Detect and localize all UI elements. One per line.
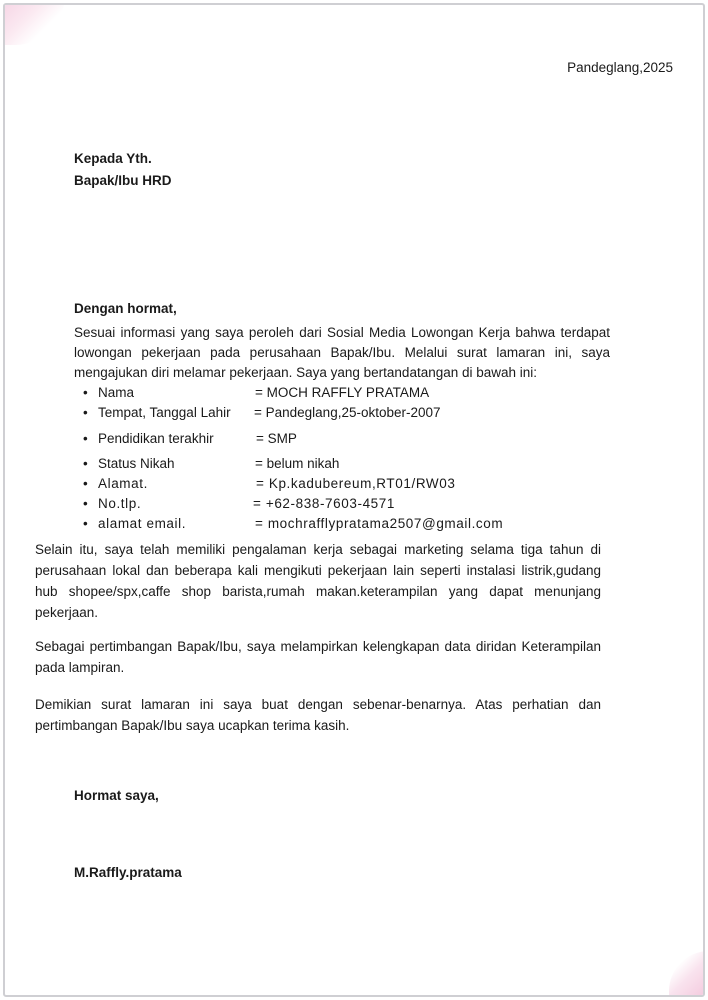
bullet: • <box>83 385 88 400</box>
document-frame <box>3 3 705 997</box>
closing-paragraph: Demikian surat lamaran ini saya buat dengan sebenar-benarnya. Atas perhatian dan pertimbangan Bapak/Ibu saya ucapkan terima kasih. <box>35 697 601 733</box>
detail-row-education <box>83 429 623 449</box>
recipient-line-2: Bapak/Ibu HRD <box>74 173 172 188</box>
signature-name: M.Raffly.pratama <box>74 865 182 880</box>
detail-row-phone <box>83 494 623 514</box>
detail-value: = Pandeglang,25-oktober-2007 <box>254 404 441 420</box>
bullet: • <box>83 476 88 492</box>
detail-label: No.tlp. <box>98 495 142 511</box>
personal-details-list <box>83 383 623 534</box>
bullet: • <box>83 430 88 446</box>
bullet: • <box>83 495 88 511</box>
experience-paragraph: Selain itu, saya telah memiliki pengalaman kerja sebagai marketing selama tiga tahun di perusahaan lokal dan beberapa kali mengikuti pekerjaan lain seperti instalasi listrik,gudang hub shopee/spx,caffe shop barista,rumah makan.keterampilan yang dapat menunjang pekerjaan. <box>35 542 601 620</box>
intro-paragraph: Sesuai informasi yang saya peroleh dari Sosial Media Lowongan Kerja bahwa terdapat lowongan pekerjaan pada perusahaan Bapak/Ibu. Melalui surat lamaran ini, saya mengajukan diri melamar pekerjaan. Saya yang bertandatangan di bawah ini: <box>74 325 610 380</box>
detail-value: = +62-838-7603-4571 <box>253 495 396 511</box>
detail-value: = MOCH RAFFLY PRATAMA <box>255 385 430 400</box>
detail-label: Pendidikan terakhir <box>98 430 214 446</box>
detail-row-name <box>83 383 623 403</box>
recipient-block <box>74 148 172 192</box>
detail-row-marital <box>83 454 623 474</box>
detail-value: = belum nikah <box>255 456 340 472</box>
letter-date: Pandeglang,2025 <box>567 60 673 75</box>
greeting: Dengan hormat, <box>74 301 177 316</box>
detail-row-birth <box>83 403 623 423</box>
detail-value: = Kp.kadubereum,RT01/RW03 <box>256 476 456 492</box>
detail-value: = mochrafflypratama2507@gmail.com <box>255 515 504 531</box>
closing-salutation: Hormat saya, <box>74 788 159 803</box>
bullet: • <box>83 404 88 420</box>
detail-label: Nama <box>98 385 135 400</box>
detail-label: Tempat, Tanggal Lahir <box>98 404 231 420</box>
detail-row-email <box>83 514 623 534</box>
detail-label: alamat email. <box>98 515 187 531</box>
detail-label: Alamat. <box>98 476 148 492</box>
attachment-paragraph: Sebagai pertimbangan Bapak/Ibu, saya melampirkan kelengkapan data diridan Keterampilan pada lampiran. <box>35 639 601 675</box>
detail-label: Status Nikah <box>98 456 175 472</box>
letter-page <box>5 5 703 995</box>
recipient-line-1: Kepada Yth. <box>74 151 152 166</box>
bullet: • <box>83 515 88 531</box>
detail-row-address <box>83 474 623 494</box>
bullet: • <box>83 456 88 472</box>
detail-value: = SMP <box>256 430 297 446</box>
